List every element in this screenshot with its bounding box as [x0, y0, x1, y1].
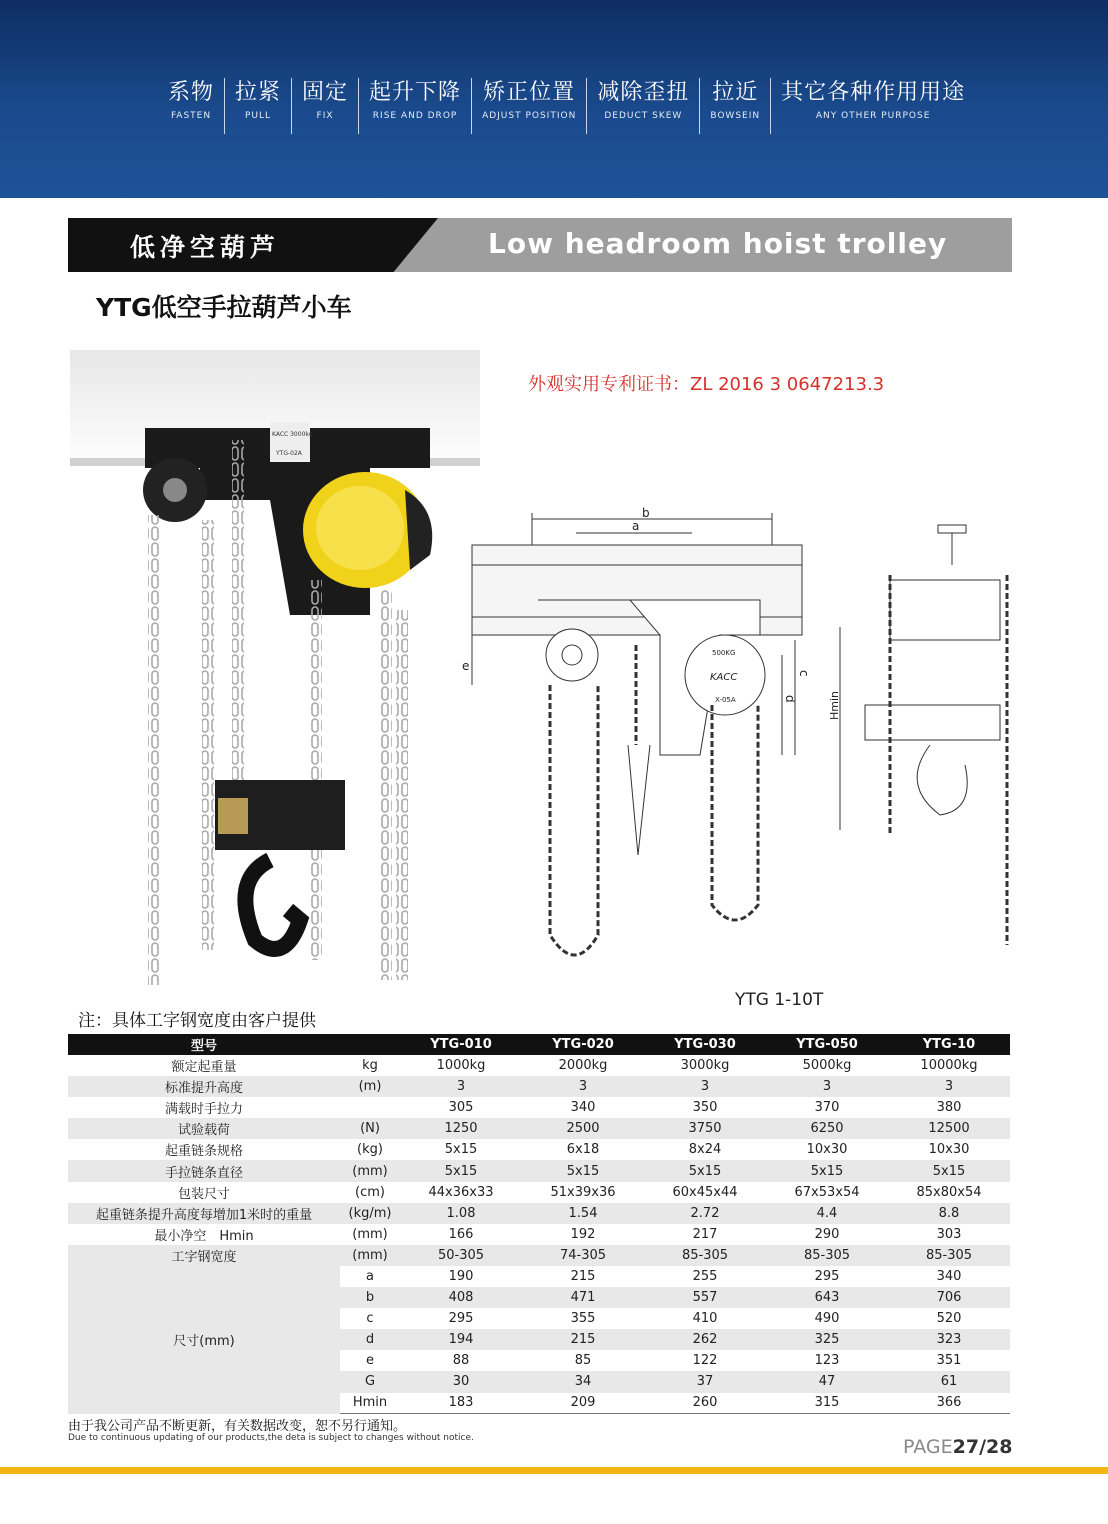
- nav-item: [292, 78, 359, 134]
- hoist-label-3: X-05A: [715, 696, 736, 704]
- dim-e-label: e: [462, 659, 470, 673]
- nav-item: [587, 78, 700, 134]
- row-label: 最小净空 Hmin: [154, 1228, 254, 1244]
- row-value: 366: [888, 1393, 1010, 1414]
- nav-item: [700, 78, 771, 134]
- row-value: 10x30: [928, 1142, 970, 1158]
- table-row: [68, 1245, 1010, 1266]
- nav-item-cn: 其它各种作用用途: [781, 80, 966, 105]
- row-label: 工字钢宽度: [68, 1245, 340, 1266]
- row-unit: (kg/m): [340, 1203, 400, 1224]
- row-value: 380: [936, 1100, 962, 1116]
- row-value: 50-305: [400, 1245, 522, 1266]
- row-label: 满载时手拉力: [164, 1102, 243, 1118]
- dimension-key: Hmin: [340, 1393, 400, 1414]
- row-value: 3: [644, 1076, 766, 1097]
- footer-note-en: Due to continuous updating of our products,the deta is subject to changes without notice.: [68, 1433, 474, 1443]
- row-value: 192: [570, 1226, 596, 1242]
- row-value: 323: [888, 1329, 1010, 1350]
- row-value: 85-305: [644, 1245, 766, 1266]
- row-value: 3: [888, 1076, 1010, 1097]
- row-unit: (N): [340, 1118, 400, 1139]
- row-value: 60x45x44: [672, 1184, 738, 1200]
- row-unit: (kg): [357, 1142, 383, 1158]
- row-value: 34: [522, 1371, 644, 1392]
- row-value: 410: [692, 1311, 718, 1327]
- row-value: 2.72: [644, 1203, 766, 1224]
- page-num: 27/28: [952, 1436, 1013, 1458]
- nav-item-cn: 拉紧: [235, 80, 282, 105]
- row-value: 1000kg: [436, 1058, 486, 1074]
- row-value: 3: [766, 1076, 888, 1097]
- row-value: 88: [452, 1353, 470, 1369]
- spec-header-cell: YTG-020: [522, 1034, 644, 1055]
- product-subtitle: YTG低空手拉葫芦小车: [96, 293, 352, 322]
- banner-title-cn: 低净空葫芦: [130, 233, 281, 262]
- row-value: 37: [644, 1371, 766, 1392]
- row-value: 315: [766, 1393, 888, 1414]
- footer-note-cn: 由于我公司产品不断更新，有关数据改变，恕不另行通知。: [68, 1419, 407, 1434]
- row-value: 67x53x54: [794, 1184, 860, 1200]
- nav-item-en: FASTEN: [170, 111, 212, 121]
- dimension-key: a: [366, 1268, 374, 1284]
- table-row: [68, 1203, 1010, 1224]
- row-value: 215: [522, 1329, 644, 1350]
- row-value: 3000kg: [680, 1058, 730, 1074]
- row-value: 4.4: [766, 1203, 888, 1224]
- row-value: 5x15: [766, 1160, 888, 1181]
- row-value: 2000kg: [558, 1058, 608, 1074]
- row-unit: (mm): [340, 1160, 400, 1181]
- row-value: 3: [400, 1076, 522, 1097]
- row-value: 471: [522, 1287, 644, 1308]
- row-value: 85-305: [888, 1245, 1010, 1266]
- row-value: 217: [692, 1226, 718, 1242]
- dim-hmin-label: Hmin: [828, 690, 841, 720]
- row-unit: (cm): [355, 1184, 385, 1200]
- row-value: 123: [814, 1353, 840, 1369]
- row-value: 260: [644, 1393, 766, 1414]
- technical-drawing: [460, 505, 1060, 975]
- table-row: [68, 1182, 1010, 1203]
- row-value: 85-305: [766, 1245, 888, 1266]
- row-label: 标准提升高度: [68, 1076, 340, 1097]
- dim-b-label: b: [642, 506, 650, 520]
- row-value: 305: [448, 1100, 474, 1116]
- row-value: 12500: [888, 1118, 1010, 1139]
- row-label: 手拉链条直径: [68, 1160, 340, 1181]
- spec-header-cell: YTG-010: [400, 1034, 522, 1055]
- row-value: 122: [692, 1353, 718, 1369]
- nav-item-en: FIX: [316, 111, 334, 121]
- model-caption: YTG 1-10T: [735, 990, 824, 1010]
- nav-item: [472, 78, 587, 134]
- row-value: 295: [814, 1268, 840, 1284]
- row-unit: kg: [362, 1058, 378, 1074]
- nav-item-en: ADJUST POSITION: [482, 111, 577, 121]
- row-value: 10x30: [806, 1142, 848, 1158]
- row-value: 303: [936, 1226, 962, 1242]
- banner-title-en: Low headroom hoist trolley: [488, 227, 948, 260]
- row-value: 5000kg: [802, 1058, 852, 1074]
- dim-c-label: c: [797, 670, 811, 677]
- nav-item: [225, 78, 292, 134]
- row-value: 340: [570, 1100, 596, 1116]
- row-value: 6x18: [566, 1142, 600, 1158]
- row-value: 5x15: [444, 1142, 478, 1158]
- nav-item-cn: 矫正位置: [483, 80, 576, 105]
- row-label: 额定起重量: [171, 1060, 237, 1076]
- row-value: 74-305: [522, 1245, 644, 1266]
- row-value: 30: [400, 1371, 522, 1392]
- dim-a-label: a: [632, 519, 640, 533]
- row-value: 44x36x33: [428, 1184, 494, 1200]
- row-value: 183: [400, 1393, 522, 1414]
- page-number: [903, 1436, 1012, 1458]
- row-value: 5x15: [400, 1160, 522, 1181]
- note-text: 注：具体工字钢宽度由客户提供: [78, 1011, 316, 1031]
- row-label: 包装尺寸: [177, 1186, 230, 1202]
- nav-item-en: BOWSEIN: [710, 111, 761, 121]
- table-row: [68, 1224, 1010, 1245]
- nav-item-en: DEDUCT SKEW: [604, 111, 683, 121]
- row-unit: (mm): [352, 1226, 388, 1242]
- hoist-label-2: KACC: [710, 672, 738, 683]
- nav-item-cn: 系物: [168, 80, 215, 105]
- row-value: 61: [888, 1371, 1010, 1392]
- title-banner: [68, 218, 1012, 272]
- row-value: 2500: [522, 1118, 644, 1139]
- row-value: 209: [522, 1393, 644, 1414]
- nav-item-en: ANY OTHER PURPOSE: [815, 111, 931, 121]
- table-row: [68, 1097, 1010, 1118]
- row-value: 490: [814, 1311, 840, 1327]
- row-value: 3: [522, 1076, 644, 1097]
- row-value: 3750: [644, 1118, 766, 1139]
- row-value: 706: [888, 1287, 1010, 1308]
- row-value: 85x80x54: [916, 1184, 982, 1200]
- spec-header-cell: 型号: [68, 1034, 340, 1055]
- row-value: 1.54: [522, 1203, 644, 1224]
- row-value: 340: [936, 1268, 962, 1284]
- row-value: 557: [644, 1287, 766, 1308]
- row-value: 85: [574, 1353, 592, 1369]
- table-row: [68, 1139, 1010, 1160]
- hoist-label-1: 500KG: [712, 649, 736, 657]
- dimension-key: d: [340, 1329, 400, 1350]
- table-row: [68, 1160, 1010, 1181]
- row-unit: (m): [340, 1076, 400, 1097]
- row-unit: (mm): [340, 1245, 400, 1266]
- nav-item-en: RISE AND DROP: [372, 111, 458, 121]
- dimension-key: e: [366, 1353, 374, 1369]
- nav-item: [359, 78, 472, 134]
- row-value: 190: [448, 1268, 474, 1284]
- row-value: 351: [936, 1353, 962, 1369]
- spec-header-row: [68, 1034, 1010, 1055]
- bottom-accent-line: [0, 1467, 1108, 1474]
- row-value: 290: [814, 1226, 840, 1242]
- row-value: 325: [766, 1329, 888, 1350]
- dimension-key: c: [366, 1311, 374, 1327]
- row-value: 215: [570, 1268, 596, 1284]
- dimension-key: G: [340, 1371, 400, 1392]
- nav-item-cn: 起升下降: [369, 80, 462, 105]
- table-row: [68, 1055, 1010, 1076]
- row-value: 1.08: [400, 1203, 522, 1224]
- row-value: 520: [936, 1311, 962, 1327]
- usage-nav: [158, 78, 975, 134]
- spec-header-cell: YTG-050: [766, 1034, 888, 1055]
- nav-item-en: PULL: [245, 111, 272, 121]
- page-prefix: PAGE: [903, 1436, 953, 1458]
- row-value: 6250: [766, 1118, 888, 1139]
- spec-header-cell: YTG-030: [644, 1034, 766, 1055]
- row-value: 355: [570, 1311, 596, 1327]
- nav-item-cn: 固定: [302, 80, 349, 105]
- table-row: [68, 1076, 1010, 1097]
- row-value: 408: [400, 1287, 522, 1308]
- row-value: 10000kg: [920, 1058, 978, 1074]
- nav-item-cn: 减除歪扭: [597, 80, 690, 105]
- spec-table: [68, 1034, 1010, 1414]
- product-photo: [70, 350, 480, 990]
- row-value: 295: [448, 1311, 474, 1327]
- row-value: 370: [814, 1100, 840, 1116]
- row-value: 51x39x36: [550, 1184, 616, 1200]
- row-value: 5x15: [522, 1160, 644, 1181]
- dim-d-label: d: [783, 695, 797, 703]
- dimension-key: b: [340, 1287, 400, 1308]
- spec-header-cell: [340, 1034, 400, 1055]
- row-value: 5x15: [644, 1160, 766, 1181]
- row-value: 47: [766, 1371, 888, 1392]
- patent-text: 外观实用专利证书：ZL 2016 3 0647213.3: [528, 374, 885, 395]
- nav-item-cn: 拉近: [712, 80, 759, 105]
- spec-header-cell: YTG-10: [888, 1034, 1010, 1055]
- table-row: [68, 1118, 1010, 1139]
- nav-item: [158, 78, 225, 134]
- row-value: 1250: [400, 1118, 522, 1139]
- photo-label-model: YTG-02A: [276, 450, 302, 457]
- row-label: 起重链条规格: [164, 1144, 243, 1160]
- photo-label-top: KACC 3000kg: [272, 431, 313, 438]
- nav-item: [771, 78, 975, 134]
- row-value: 8x24: [688, 1142, 722, 1158]
- row-label: 起重链条提升高度每增加1米时的重量: [68, 1203, 340, 1224]
- row-value: 643: [766, 1287, 888, 1308]
- row-value: 8.8: [888, 1203, 1010, 1224]
- row-value: 194: [400, 1329, 522, 1350]
- row-value: 5x15: [888, 1160, 1010, 1181]
- table-row: [68, 1266, 1010, 1287]
- row-value: 255: [692, 1268, 718, 1284]
- row-value: 166: [448, 1226, 474, 1242]
- row-value: 262: [644, 1329, 766, 1350]
- row-value: 350: [692, 1100, 718, 1116]
- dimension-group-label: 尺寸(mm): [68, 1266, 340, 1414]
- row-unit: [340, 1097, 400, 1118]
- row-label: 试验载荷: [68, 1118, 340, 1139]
